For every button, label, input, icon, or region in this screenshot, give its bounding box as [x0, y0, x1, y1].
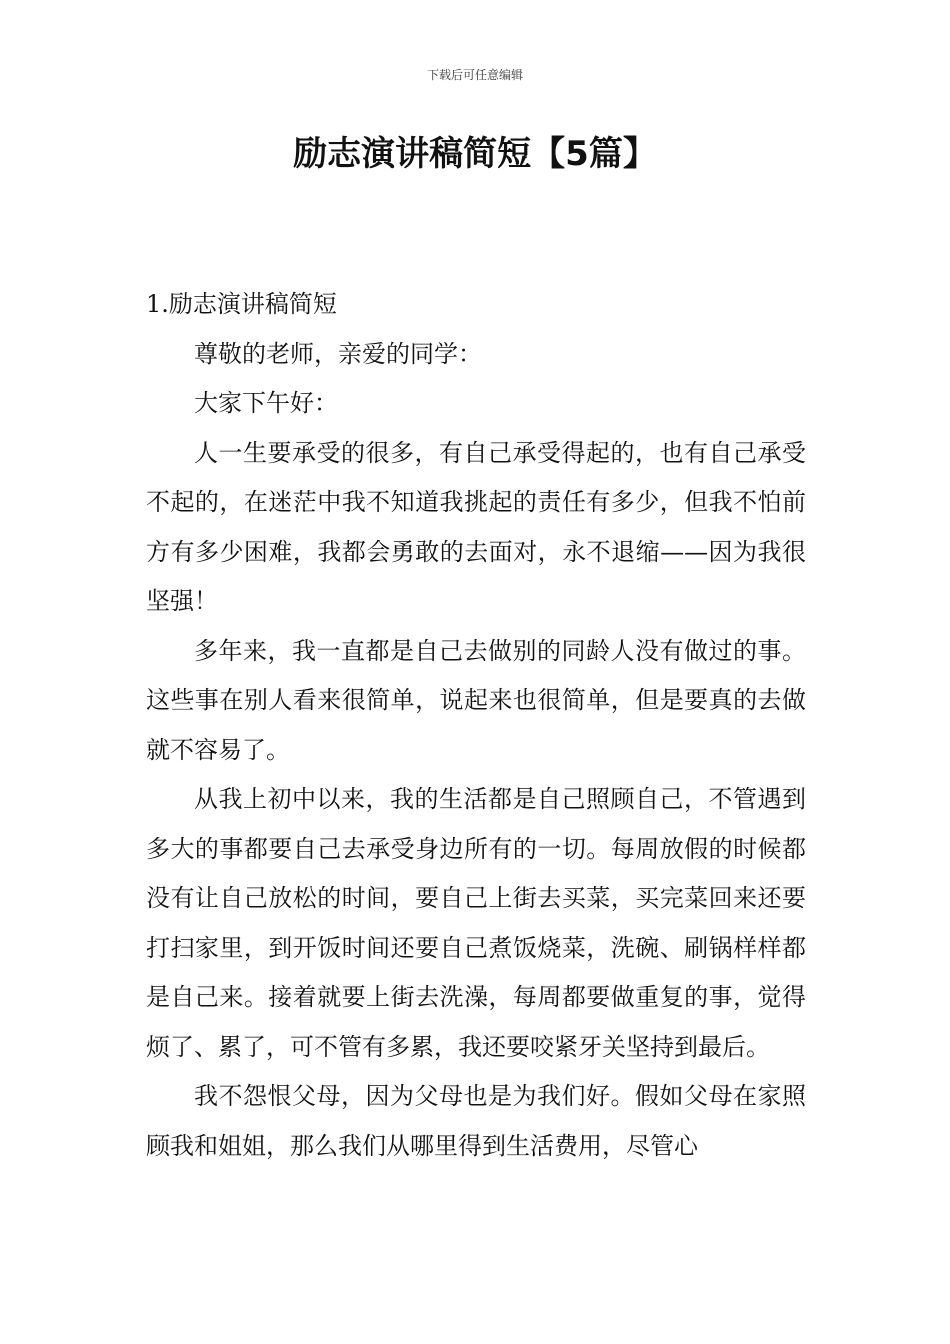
paragraph-body: 从我上初中以来，我的生活都是自己照顾自己，不管遇到多大的事都要自己去承受身边所有的一切。每周放假的时候都没有让自己放松的时间，要自己上街去买菜，买完菜回来还要打扫家里，到开饭时间还要自己煮饭烧菜，洗碗、刷锅样样都是自己来。接着就要上街去洗澡，每周都要做重复的事，觉得烦了、累了，可不管有多累，我还要咬紧牙关坚持到最后。: [146, 785, 806, 1061]
paragraph-body: 人一生要承受的很多，有自己承受得起的，也有自己承受不起的，在迷茫中我不知道我挑起的责任有多少，但我不怕前方有多少困难，我都会勇敢的去面对，永不退缩——因为我很坚强！: [146, 438, 806, 615]
document-title: 励志演讲稿简短【5篇】: [293, 134, 657, 174]
document-body: [146, 280, 806, 1171]
paragraph-body: 多年来，我一直都是自己去做别的同龄人没有做过的事。这些事在别人看来很简单，说起来也很简单，但是要真的去做就不容易了。: [146, 636, 806, 764]
section-heading: 1.励志演讲稿简短: [146, 290, 337, 318]
paragraph-body: 我不怨恨父母，因为父母也是为我们好。假如父母在家照顾我和姐姐，那么我们从哪里得到生活费用，尽管心: [146, 1082, 806, 1160]
header-note: 下载后可任意编辑: [426, 68, 523, 82]
paragraph-salutation: 尊敬的老师，亲爱的同学：: [194, 339, 482, 368]
paragraph-greeting: 大家下午好：: [194, 389, 338, 417]
